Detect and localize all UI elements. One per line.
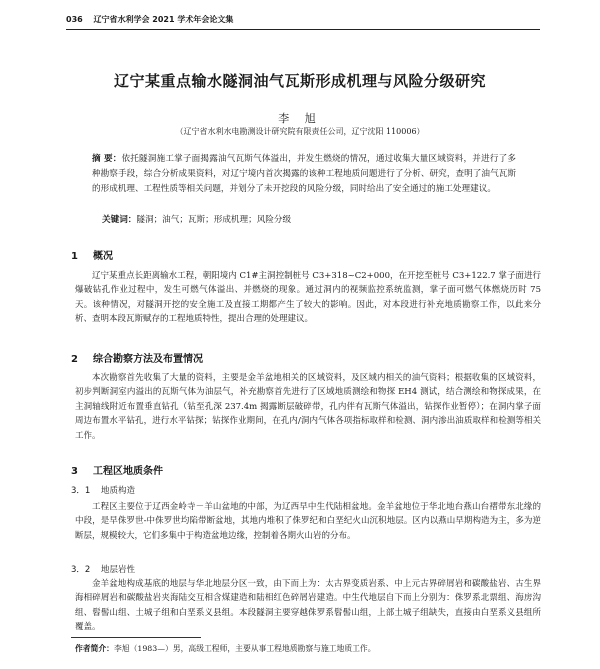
section-title: 概况	[93, 251, 113, 262]
section-paragraph: 金羊盆地构成基底的地层与华北地层分区一致，由下而上为：太古界变质岩系、中上元古界碎屑岩和碳酸盐岩、古生界海相碎屑岩和碳酸盐岩夹海陆交互相含煤建造和陆相红色碎屑岩建造。中生代地层自下而上分别为：侏罗系北票组、海房沟组、髫髻山组、土城子组和白垩系义县组。本段隧洞主要穿越侏罗系髫髻山组，上部土城子组缺失，直接由白垩系义县组所覆盖。	[75, 579, 541, 633]
page-number: 036	[66, 15, 83, 24]
section-number: 1	[71, 251, 78, 262]
keywords-text: 隧洞；油气；瓦斯；形成机理；风险分级	[136, 215, 292, 225]
author-footnote	[75, 643, 545, 654]
keywords-label: 关键词：	[102, 215, 137, 225]
subsection-number: 3．1	[71, 486, 91, 496]
section-title: 综合勘察方法及布置情况	[93, 354, 203, 365]
footnote-label: 作者简介：	[75, 644, 114, 653]
paper-title: 辽宁某重点输水隧洞油气瓦斯形成机理与风险分级研究	[113, 72, 486, 90]
author-name: 李 旭	[278, 112, 322, 125]
abstract-text: 依托隧洞施工掌子面揭露油气瓦斯气体溢出，并发生燃烧的情况，通过收集大量区域资料，并进行了多种勘察手段，综合分析成果资料，对辽宁境内首次揭露的该种工程地质问题进行了分析、研究，查明了油气瓦斯的形成机理、工程性质等相关问题，并划分了未开挖段的风险分级，同时给出了安全通过的施工处理建议。	[92, 154, 516, 194]
section-paragraph: 辽宁某重点长距离输水工程，朝阳境内 C1#主洞控制桩号 C3+318~C2+000，在开挖至桩号 C3+122.7 掌子面进行爆破钻孔作业过程中，发生可燃气体溢出、并燃烧的现象。通过洞内的视频监控系统监测，掌子面可燃气体燃烧历时 75 天。该种情况，对隧洞开挖的安全施工及直接工期都产生了较大的影响。因此，对本段进行补充地质勘察工作，以此来分析、查明本段瓦斯赋存的工程地质特性，提出合理的处理建议。	[75, 271, 541, 325]
section-number: 2	[71, 354, 78, 365]
subsection-title: 地质构造	[101, 486, 136, 496]
subsection-heading	[71, 563, 135, 575]
author-affiliation: （辽宁省水利水电勘测设计研究院有限责任公司，辽宁沈阳 110006）	[175, 127, 425, 136]
section-heading	[71, 462, 163, 477]
keywords	[102, 213, 522, 225]
subsection-heading	[71, 484, 135, 496]
section-number: 3	[71, 466, 78, 477]
subsection-number: 3．2	[71, 565, 91, 575]
running-header	[66, 13, 540, 30]
footnote-divider	[71, 637, 201, 638]
section-heading	[71, 350, 203, 365]
journal-name: 辽宁省水利学会 2021 学术年会论文集	[93, 15, 234, 24]
subsection-title: 地层岩性	[101, 565, 136, 575]
section-paragraph: 工程区主要位于辽西金岭寺－羊山盆地的中部，为辽西早中生代陆相盆地。金羊盆地位于华北地台燕山台褶带东北缘的中段，是早侏罗世-中侏罗世均陷带断盆地，其地内堆积了侏罗纪和白垩纪火山沉积地层。区内以燕山早期构造为主，多为逆断层，规模较大，它们多集中于构造盆地边缘，控制着各期火山岩的分布。	[75, 502, 541, 541]
abstract	[92, 152, 516, 197]
footnote-text: 李旭（1983—）男，高级工程师，主要从事工程地质勘察与施工地质工作。	[113, 644, 376, 653]
section-title: 工程区地质条件	[93, 466, 163, 477]
section-heading	[71, 247, 113, 262]
section-paragraph: 本次勘察首先收集了大量的资料，主要是金羊盆地相关的区域资料，及区域内相关的油气资料；根据收集的区域资料，初步判断洞室内溢出的瓦斯气体为油层气，补充勘察首先进行了区域地质测绘和物探 EH4 测试，结合测绘和物探成果，在主洞轴线附近布置垂直钻孔（钻至孔深 237.4m 揭露断层破碎带，孔内伴有瓦斯气体溢出，钻探作业暂停）；在洞内掌子面周边布置水平钻孔，进行水平钻探；钻探作业期间，在孔内/洞内气体各项指标取样和检测、洞内渗出油质取样和检测等相关工作。	[75, 373, 541, 441]
abstract-label: 摘 要：	[92, 154, 122, 164]
